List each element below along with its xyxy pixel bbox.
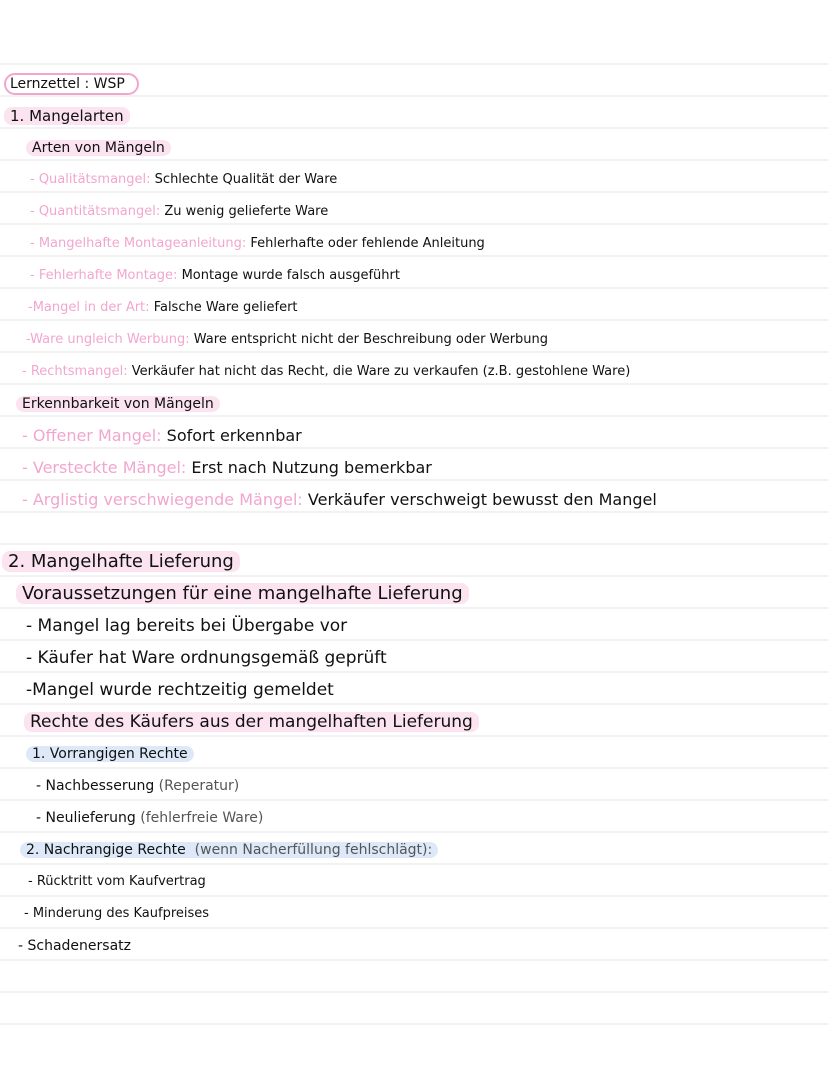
list-item	[36, 774, 239, 798]
term-description: Ware entspricht nicht der Beschreibung oder Werbung	[193, 332, 549, 347]
right-label: - Rücktritt vom Kaufvertrag	[28, 874, 206, 889]
list-item	[30, 168, 337, 192]
erkennbarkeit-heading-row	[16, 392, 220, 416]
section2-heading: 2. Mangelhafte Lieferung	[2, 551, 240, 572]
title-row	[4, 72, 139, 96]
arten-heading-row	[26, 136, 171, 160]
list-item	[30, 200, 328, 224]
nachrangig-heading	[20, 842, 438, 858]
term-description: Zu wenig gelieferte Ware	[164, 204, 329, 219]
right-label: - Minderung des Kaufpreises	[24, 906, 210, 921]
page-title: Lernzettel : WSP	[4, 73, 139, 95]
condition-text: -Mangel wurde rechtzeitig gemeldet	[26, 680, 334, 700]
term-label: - Mangelhafte Montageanleitung:	[30, 236, 247, 251]
term-description: Falsche Ware geliefert	[153, 300, 298, 315]
list-item	[30, 264, 400, 288]
right-label: - Schadenersatz	[18, 938, 131, 954]
list-item	[26, 614, 347, 638]
term-label: - Rechtsmangel:	[22, 364, 128, 379]
vorrangig-heading: 1. Vorrangigen Rechte	[26, 746, 194, 762]
term-label: - Offener Mangel:	[22, 426, 162, 445]
section2-heading-row	[2, 550, 240, 574]
right-note: (Reperatur)	[158, 778, 240, 794]
voraussetzungen-heading-row	[16, 582, 469, 606]
right-label: - Neulieferung	[36, 810, 136, 826]
condition-text: - Käufer hat Ware ordnungsgemäß geprüft	[26, 648, 387, 668]
vorrangig-heading-row	[26, 742, 194, 766]
term-description: Fehlerhafte oder fehlende Anleitung	[250, 236, 485, 251]
term-label: -Mangel in der Art:	[28, 300, 150, 315]
section1-heading-row	[4, 104, 130, 128]
term-label: - Versteckte Mängel:	[22, 458, 187, 477]
term-label: - Fehlerhafte Montage:	[30, 268, 178, 283]
erkennbarkeit-heading: Erkennbarkeit von Mängeln	[16, 396, 220, 412]
list-item	[28, 296, 298, 320]
term-description: Verkäufer hat nicht das Recht, die Ware zu verkaufen (z.B. gestohlene Ware)	[131, 364, 631, 379]
term-label: -Ware ungleich Werbung:	[26, 332, 190, 347]
list-item	[26, 646, 387, 670]
voraussetzungen-heading: Voraussetzungen für eine mangelhafte Lieferung	[16, 583, 469, 604]
list-item	[26, 328, 548, 352]
rechte-heading: Rechte des Käufers aus der mangelhaften Lieferung	[24, 712, 479, 732]
term-description: Schlechte Qualität der Ware	[154, 172, 338, 187]
list-item	[18, 934, 131, 958]
arten-heading: Arten von Mängeln	[26, 140, 171, 156]
list-item	[36, 806, 263, 830]
right-note: (fehlerfreie Ware)	[140, 810, 264, 826]
list-item	[22, 456, 432, 480]
list-item	[24, 902, 209, 926]
list-item	[22, 424, 302, 448]
right-label: - Nachbesserung	[36, 778, 155, 794]
nachrangig-heading-row	[20, 838, 438, 862]
nachrangig-note: (wenn Nacherfüllung fehlschlägt):	[194, 842, 433, 858]
list-item	[26, 678, 334, 702]
list-item	[22, 488, 657, 512]
list-item	[30, 232, 485, 256]
term-description: Montage wurde falsch ausgeführt	[181, 268, 400, 283]
list-item	[28, 870, 206, 894]
list-item	[22, 360, 630, 384]
term-description: Verkäufer verschweigt bewusst den Mangel	[307, 490, 657, 509]
term-label: - Arglistig verschwiegende Mängel:	[22, 490, 303, 509]
term-label: - Qualitätsmangel:	[30, 172, 151, 187]
term-label: - Quantitätsmangel:	[30, 204, 161, 219]
term-description: Erst nach Nutzung bemerkbar	[191, 458, 432, 477]
section1-heading: 1. Mangelarten	[4, 107, 130, 125]
condition-text: - Mangel lag bereits bei Übergabe vor	[26, 616, 348, 636]
nachrangig-title: 2. Nachrangige Rechte	[26, 842, 186, 858]
rechte-heading-row	[24, 710, 479, 734]
term-description: Sofort erkennbar	[166, 426, 302, 445]
